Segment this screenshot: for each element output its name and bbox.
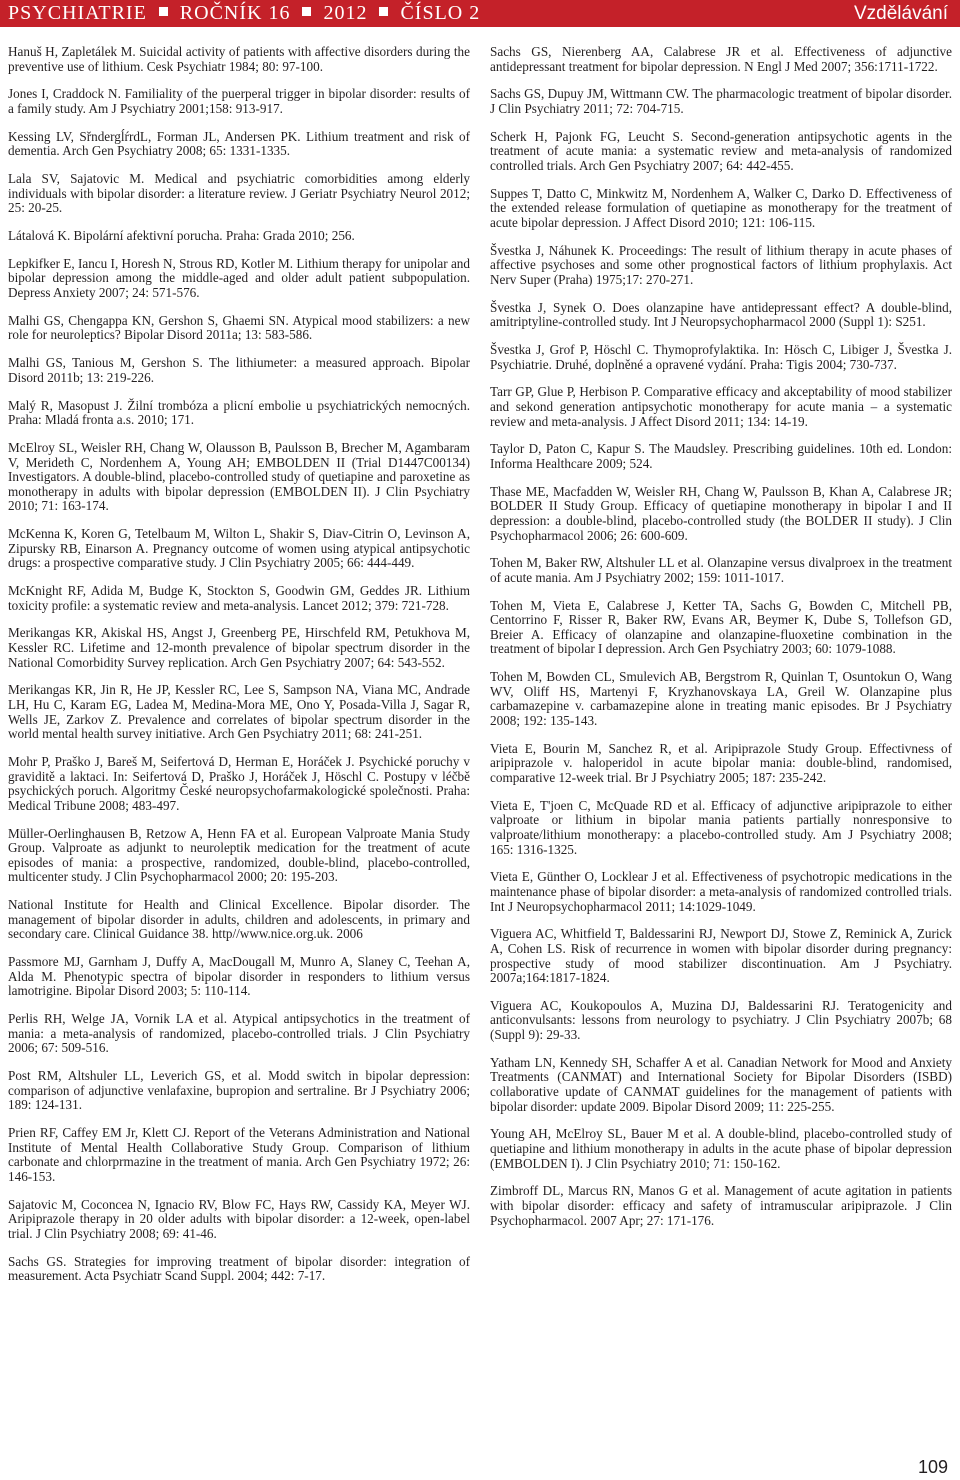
- header-issue-info: [8, 2, 480, 25]
- reference-entry: Tohen M, Vieta E, Calabrese J, Ketter TA, Sachs G, Bowden C, Mitchell PB, Centorrino F, Risser R, Baker RW, Evans AR, Beymer K, Dube S, Tollefson GD, Breier A. Efficacy of olanzapine and olanzapine-fluoxetine combination in the treatment of bipolar I depression. Arch Gen Psychiatry 2003; 60: 1079-1088.: [490, 597, 952, 657]
- reference-entry: Vieta E, T'joen C, McQuade RD et al. Efficacy of adjunctive aripiprazole to either valproate or lithium in bipolar mania patients partially nonresponsive to valproate/lithium monotherapy: a placebo-controlled study. Am J Psychiatry 2008; 165: 1316-1325.: [490, 797, 952, 857]
- reference-entry: Merikangas KR, Jin R, He JP, Kessler RC, Lee S, Sampson NA, Viana MC, Andrade LH, Hu C, Karam EG, Ladea M, Medina-Mora ME, Ono Y, Posada-Villa J, Sagar R, Wells JE, Zarkov Z. Prevalence and correlates of bipolar spectrum disorder in the world mental health survey initiative. Arch Gen Psychiatry 2011; 68: 241-251.: [8, 682, 470, 742]
- year-label: 2012: [323, 2, 368, 24]
- references-right-column: [490, 45, 952, 1241]
- reference-entry: Sachs GS, Nierenberg AA, Calabrese JR et al. Effectiveness of adjunctive antidepressant treatment for bipolar depression. N Engl J Med 2007; 356:1711-1722.: [490, 44, 952, 74]
- references-left-column: [8, 45, 470, 1297]
- reference-entry: Merikangas KR, Akiskal HS, Angst J, Greenberg PE, Hirschfeld RM, Petukhova M, Kessler RC. Lifetime and 12-month prevalence of bipolar spectrum disorder in the National Comorbidity Survey replication. Arch Gen Psychiatry 2007; 64: 543-552.: [8, 625, 470, 670]
- reference-entry: Vieta E, Günther O, Locklear J et al. Effectiveness of psychotropic medications in the maintenance phase of bipolar disorder: a meta-analysis of randomized controlled trials. Int J Neuropsychopharmacol 2011; 14:1029-1049.: [490, 869, 952, 914]
- square-separator-icon: [302, 7, 311, 16]
- reference-entry: McElroy SL, Weisler RH, Chang W, Olausson B, Paulsson B, Brecher M, Agambaram V, Merideth C, Nordenhem A, Young AH; EMBOLDEN II (Trial D1447C00134) Investigators. A double-blind, placebo-controlled study of quetiapine and paroxetine as monotherapy in adults with bipolar depression (EMBOLDEN II). J Clin Psychiatry 2010; 71: 163-174.: [8, 439, 470, 514]
- reference-entry: Jones I, Craddock N. Familiality of the puerperal trigger in bipolar disorder: results of a family study. Am J Psychiatry 2001;158: 913-917.: [8, 86, 470, 116]
- reference-entry: Látalová K. Bipolární afektivní porucha. Praha: Grada 2010; 256.: [8, 228, 355, 244]
- reference-entry: Post RM, Altshuler LL, Leverich GS, et al. Modd switch in bipolar depression: comparison of adjunctive venlafaxine, bupropion and sertraline. Br J Psychiatry 2006; 189: 124-131.: [8, 1068, 470, 1113]
- reference-entry: Viguera AC, Whitfield T, Baldessarini RJ, Newport DJ, Stowe Z, Reminick A, Zurick A, Cohen LS. Risk of recurrence in women with bipolar disorder during pregnancy: prospective study of mood stabilizer discontinuation. Am J Psychiatry. 2007a;164:1817-1824.: [490, 926, 952, 986]
- reference-entry: Suppes T, Datto C, Minkwitz M, Nordenhem A, Walker C, Darko D. Effectiveness of the extended release formulation of quetiapine as monotherapy for the treatment of acute bipolar depression. J Affect Disord 2010; 121: 106-115.: [490, 185, 952, 230]
- reference-entry: Hanuš H, Zapletálek M. Suicidal activity of patients with affective disorders during the preventive use of lithium. Cesk Psychiatr 1984; 80: 97-100.: [8, 44, 470, 74]
- reference-entry: Lala SV, Sajatovic M. Medical and psychiatric comorbidities among elderly individuals with bipolar disorder: a literature review. J Geriatr Psychiatry Neurol 2012; 25: 20-25.: [8, 171, 470, 216]
- reference-entry: Taylor D, Paton C, Kapur S. The Maudsley. Prescribing guidelines. 10th ed. London: Informa Healthcare 2009; 524.: [490, 441, 952, 471]
- reference-entry: Scherk H, Pajonk FG, Leucht S. Second-generation antipsychotic agents in the treatment of acute mania: a systematic review and meta-analysis of randomized controlled trials. Arch Gen Psychiatry 2007; 64: 442-455.: [490, 128, 952, 173]
- reference-entry: Viguera AC, Koukopoulos A, Muzina DJ, Baldessarini RJ. Teratogenicity and anticonvulsants: lessons from neurology to psychiatry. J Clin Psychiatry 2007b; 68 (Suppl 9): 29-33.: [490, 997, 952, 1043]
- reference-entry: McKnight RF, Adida M, Budge K, Stockton S, Goodwin GM, Geddes JR. Lithium toxicity profile: a systematic review and meta-analysis. Lancet 2012; 379: 721-728.: [8, 583, 470, 613]
- reference-entry: Sachs GS. Strategies for improving treatment of bipolar disorder: integration of measurement. Acta Psychiatr Scand Suppl. 2004; 442: 7-17.: [8, 1253, 470, 1284]
- reference-entry: Sachs GS, Dupuy JM, Wittmann CW. The pharmacologic treatment of bipolar disorder. J Clin Psychiatry 2011; 72: 704-715.: [490, 86, 952, 116]
- reference-entry: Švestka J, Synek O. Does olanzapine have antidepressant effect? A double-blind, amitriptyline-controlled study. Int J Neuropsychopharmacol 2000 (Suppl 1): S251.: [490, 299, 952, 330]
- reference-entry: Mohr P, Praško J, Bareš M, Seifertová D, Herman E, Horáček J. Psychické poruchy v graviditě a laktaci. In: Seifertová D, Praško J, Horáček J, Höschl C. Postupy v léčbě psychických poruch. Algoritmy České neuropsychofarmakologické společnosti. Praha: Medical Tribune 2008; 483-497.: [8, 754, 470, 813]
- reference-entry: Passmore MJ, Garnham J, Duffy A, MacDougall M, Munro A, Slaney C, Teehan A, Alda M. Phenotypic spectra of bipolar disorder in responders to lithium versus lamotrigine. Bipolar Disord 2003; 5: 110-114.: [8, 954, 470, 999]
- reference-entry: Lepkifker E, Iancu I, Horesh N, Strous RD, Kotler M. Lithium therapy for unipolar and bipolar depression among the middle-aged and older adult patient subpopulation. Depress Anxiety 2007; 24: 571-576.: [8, 255, 470, 301]
- reference-entry: Malhi GS, Tanious M, Gershon S. The lithiumeter: a measured approach. Bipolar Disord 2011b; 13: 219-226.: [8, 355, 470, 385]
- reference-entry: Perlis RH, Welge JA, Vornik LA et al. Atypical antipsychotics in the treatment of mania: a meta-analysis of randomized, placebo-controlled trials. J Clin Psychiatry 2006; 67: 509-516.: [8, 1011, 470, 1056]
- square-separator-icon: [379, 7, 388, 16]
- issue-label: ČÍSLO 2: [400, 2, 481, 24]
- reference-entry: Tohen M, Baker RW, Altshuler LL et al. Olanzapine versus divalproex in the treatment of acute mania. Am J Psychiatry 2002; 159: 1011-1017.: [490, 555, 952, 585]
- reference-entry: Yatham LN, Kennedy SH, Schaffer A et al. Canadian Network for Mood and Anxiety Treatments (CANMAT) and International Society for Bipolar Disorders (ISBD) collaborative update of CANMAT guidelines for the management of patients with bipolar disorder: update 2009. Bipolar Disord 2009; 11: 225-255.: [490, 1054, 952, 1114]
- reference-entry: Kessing LV, SřndergĺŕrdL, Forman JL, Andersen PK. Lithium treatment and risk of dementia. Arch Gen Psychiatry 2008; 65: 1331-1335.: [8, 128, 470, 159]
- journal-name: PSYCHIATRIE: [8, 2, 147, 24]
- reference-entry: Malhi GS, Chengappa KN, Gershon S, Ghaemi SN. Atypical mood stabilizers: a new role for neuroleptics? Bipolar Disord 2011a; 13: 583-586.: [8, 312, 470, 343]
- reference-entry: Tohen M, Bowden CL, Smulevich AB, Bergstrom R, Quinlan T, Osuntokun O, Wang WV, Oliff HS, Martenyi F, Kryzhanovskaya LA, Greil W. Olanzapine plus carbamazepine v. carbamazepine alone in treating manic episodes. Br J Psychiatry 2008; 192: 135-143.: [490, 669, 952, 729]
- reference-entry: McKenna K, Koren G, Tetelbaum M, Wilton L, Shakir S, Diav-Citrin O, Levinson A, Zipursky RB, Einarson A. Pregnancy outcome of women using atypical antipsychotic drugs: a prospective comparative study. J Clin Psychiatry 2005; 66: 444-449.: [8, 526, 470, 571]
- page-number: 109: [917, 1457, 948, 1477]
- reference-entry: Sajatovic M, Coconcea N, Ignacio RV, Blow FC, Hays RW, Cassidy KA, Meyer WJ. Aripiprazole therapy in 20 older adults with bipolar disorder: a 12-week, open-label trial. J Clin Psychiatry 2008; 69: 41-46.: [8, 1196, 470, 1241]
- reference-entry: Müller-Oerlinghausen B, Retzow A, Henn FA et al. European Valproate Mania Study Group. Valproate as adjunkt to neuroleptik medication for the treatment of acute episodes of mania: a prospective, randomized, double-blind, placebo-controlled, multicenter study. J Clin Psychopharmacol 2000; 20: 195-203.: [8, 825, 470, 885]
- reference-entry: Prien RF, Caffey EM Jr, Klett CJ. Report of the Veterans Administration and National Institute of Mental Health Collaborative Study Group. Comparison of lithium carbonate and chlorprmazine in the treatment of mania. Arch Gen Psychiatry 1972; 26: 146-153.: [8, 1125, 470, 1184]
- square-separator-icon: [159, 7, 168, 16]
- reference-entry: National Institute for Health and Clinical Excellence. Bipolar disorder. The management of bipolar disorder in adults, children and adolescents, in primary and secondary care. Clinical Guidance 38. http//www.nice.org.uk. 2006: [8, 897, 470, 942]
- journal-header: [0, 0, 960, 27]
- reference-entry: Vieta E, Bourin M, Sanchez R, et al. Aripiprazole Study Group. Effectivness of aripiprazole v. haloperidol in acute bipolar mania: double-blind, randomised, comparative 12-week trial. Br J Psychiatry 2005; 187: 235-242.: [490, 740, 952, 785]
- reference-entry: Tarr GP, Glue P, Herbison P. Comparative efficacy and akceptability of mood stabilizer and sekond generation antipsychotic monotherapy for acute mania – a systematic review and meta-analysis. J Affect Disord 2011; 134: 14-19.: [490, 384, 952, 429]
- volume-label: ROČNÍK 16: [179, 2, 291, 24]
- reference-entry: Švestka J, Náhunek K. Proceedings: The result of lithium therapy in acute phases of affective psychoses and some other prognostical factors of lithium prophylaxis. Act Nerv Super (Praha) 1975;17: 270-271.: [490, 242, 952, 287]
- section-title: Vzdělávání: [853, 3, 948, 24]
- reference-entry: Švestka J, Grof P, Höschl C. Thymoprofylaktika. In: Hösch C, Libiger J, Švestka J. Psychiatrie. Druhé, doplněné a opravené vydání. Praha: Tigis 2004; 730-737.: [490, 342, 952, 372]
- reference-entry: Zimbroff DL, Marcus RN, Manos G et al. Management of acute agitation in patients with bipolar disorder: efficacy and safety of intramuscular aripiprazole. J Clin Psychopharmacol. 2007 Apr; 27: 171-176.: [490, 1183, 952, 1228]
- reference-entry: Malý R, Masopust J. Žilní trombóza a plicní embolie u psychiatrických nemocných. Praha: Mladá fronta a.s. 2010; 171.: [8, 397, 470, 428]
- reference-entry: Young AH, McElroy SL, Bauer M et al. A double-blind, placebo-controlled study of quetiapine and lithium monotherapy in adults in the acute phase of bipolar depression (EMBOLDEN I). J Clin Psychiatry 2010; 71: 150-162.: [490, 1126, 952, 1171]
- reference-entry: Thase ME, Macfadden W, Weisler RH, Chang W, Paulsson B, Khan A, Calabrese JR; BOLDER II Study Group. Efficacy of quetiapine monotherapy in bipolar I and II depression: a double-blind, placebo-controlled study (the BOLDER II study). J Clin Psychopharmacol 2006; 26: 600-609.: [490, 483, 952, 543]
